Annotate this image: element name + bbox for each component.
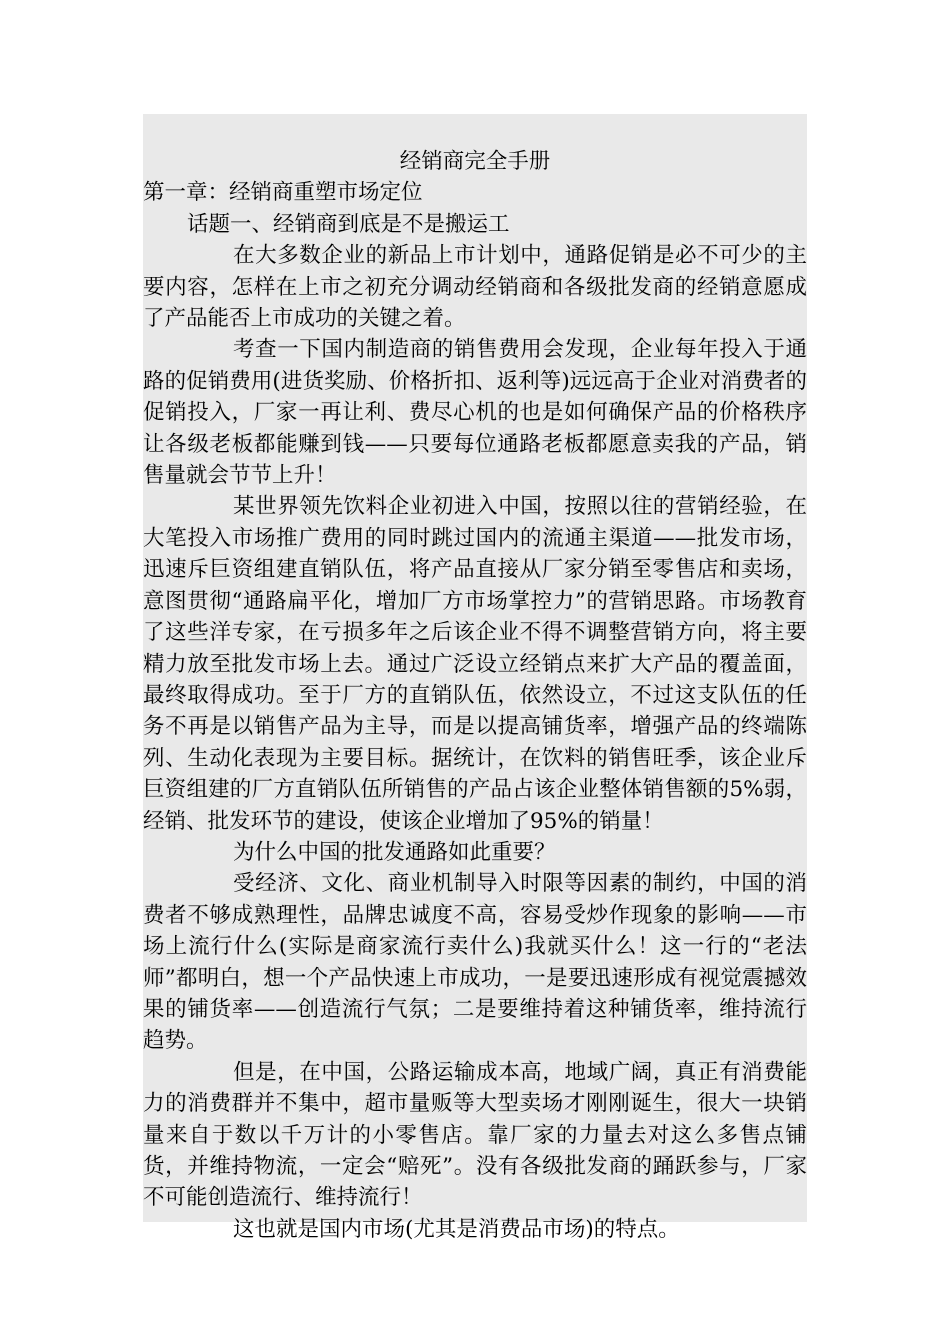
paragraph-3: 某世界领先饮料企业初进入中国，按照以往的营销经验，在大笔投入市场推广费用的同时跳过国内的流通主渠道——批发市场，迅速斥巨资组建直销队伍，将产品直接从厂家分销至零售店和卖场，意图贯彻“通路扁平化，增加厂方市场掌控力”的营销思路。市场教育了这些洋专家，在亏损多年之后该企业不得不调整营销方向，将主要精力放至批发市场上去。通过广泛设立经销点来扩大产品的覆盖面，最终取得成功。至于厂方的直销队伍，依然设立，不过这支队伍的任务不再是以销售产品为主导，而是以提高铺货率，增强产品的终端陈列、生动化表现为主要目标。据统计，在饮料的销售旺季，该企业斥巨资组建的厂方直销队伍所销售的产品占该企业整体销售额的5%弱，经销、批发环节的建设，使该企业增加了95%的销量！ [143, 494, 807, 834]
paragraph-question: 为什么中国的批发通路如此重要？ [233, 839, 556, 865]
topic-heading: 话题一、经销商到底是不是搬运工 [187, 211, 510, 237]
paragraph-6: 这也就是国内市场(尤其是消费品市场)的特点。 [233, 1216, 680, 1242]
paragraph-1: 在大多数企业的新品上市计划中，通路促销是必不可少的主要内容，怎样在上市之初充分调动经销商和各级批发商的经销意愿成了产品能否上市成功的关键之着。 [143, 243, 807, 332]
paragraph-2: 考查一下国内制造商的销售费用会发现，企业每年投入于通路的促销费用(进货奖励、价格折扣、返利等)远远高于企业对消费者的促销投入，厂家一再让利、费尽心机的也是如何确保产品的价格秩序让各级老板都能赚到钱——只要每位通路老板都愿意卖我的产品，销售量就会节节上升！ [143, 337, 807, 489]
document-body [143, 146, 807, 1245]
paragraph-4: 受经济、文化、商业机制导入时限等因素的制约，中国的消费者不够成熟理性，品牌忠诚度不高，容易受炒作现象的影响——市场上流行什么(实际是商家流行卖什么)我就买什么！这一行的“老法师”都明白，想一个产品快速上市成功，一是要迅速形成有视觉震撼效果的铺货率——创造流行气氛；二是要维持着这种铺货率，维持流行趋势。 [143, 871, 807, 1054]
chapter-heading: 第一章：经销商重塑市场定位 [143, 180, 423, 206]
paragraph-5: 但是，在中国，公路运输成本高，地域广阔，真正有消费能力的消费群并不集中，超市量贩等大型卖场才刚刚诞生，很大一块销量来自于数以千万计的小零售店。靠厂家的力量去对这么多售点铺货，并维持物流，一定会“赔死”。没有各级批发商的踊跃参与，厂家不可能创造流行、维持流行！ [143, 1059, 807, 1211]
document-title: 经销商完全手册 [399, 149, 551, 174]
